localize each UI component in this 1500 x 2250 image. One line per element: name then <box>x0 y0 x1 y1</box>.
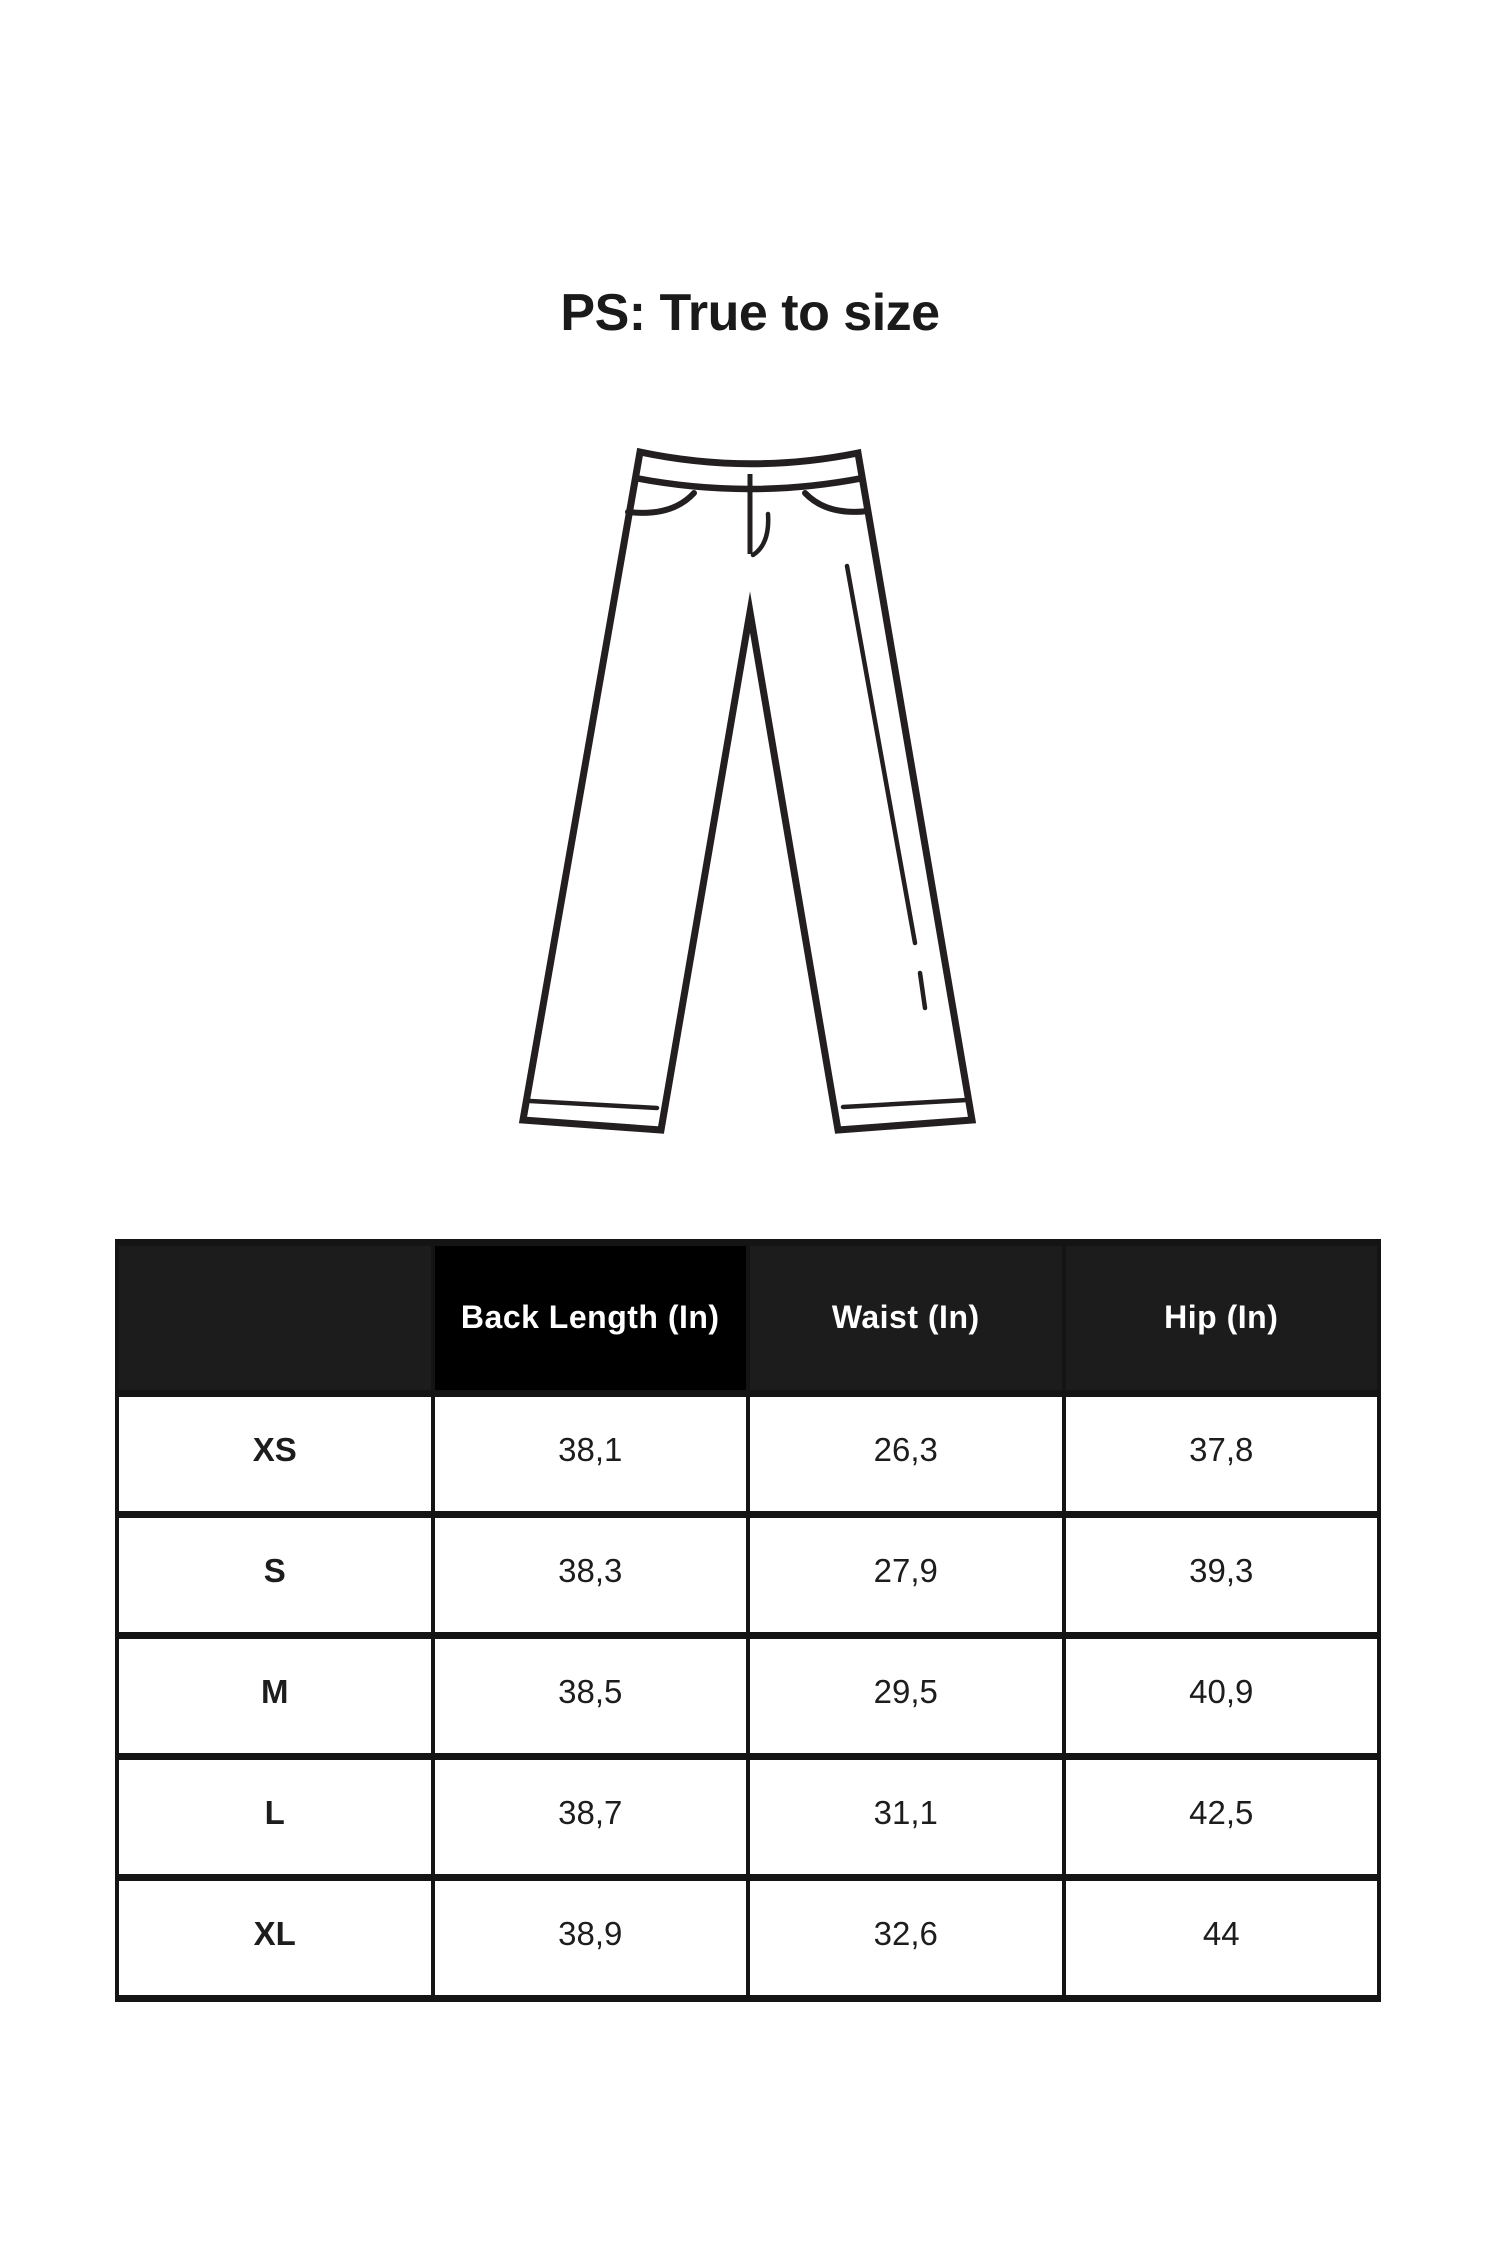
table-row <box>117 1757 1379 1878</box>
size-label: XL <box>117 1878 433 1999</box>
pants-left-cuff-line <box>530 1101 657 1108</box>
header-cell-empty <box>117 1243 433 1394</box>
back-length-value: 38,5 <box>433 1636 749 1757</box>
trousers-outline-icon <box>505 438 990 1138</box>
waist-value: 29,5 <box>748 1636 1064 1757</box>
header-cell-waist: Waist (In) <box>748 1243 1064 1394</box>
back-length-value: 38,1 <box>433 1394 749 1515</box>
size-label: M <box>117 1636 433 1757</box>
table-row <box>117 1515 1379 1636</box>
size-label: S <box>117 1515 433 1636</box>
table-header-row <box>117 1243 1379 1394</box>
waist-value: 31,1 <box>748 1757 1064 1878</box>
table-row <box>117 1878 1379 1999</box>
table-row <box>117 1394 1379 1515</box>
header-cell-back-length: Back Length (In) <box>433 1243 749 1394</box>
pants-right-cuff-line <box>843 1100 967 1107</box>
pants-left-pocket-curve <box>628 493 694 513</box>
hip-value: 42,5 <box>1064 1757 1380 1878</box>
pants-fly-stitch-curve <box>753 514 768 555</box>
pants-side-seam-line <box>847 566 915 943</box>
back-length-value: 38,3 <box>433 1515 749 1636</box>
waist-value: 26,3 <box>748 1394 1064 1515</box>
pants-side-seam-dash <box>920 973 925 1008</box>
waist-value: 32,6 <box>748 1878 1064 1999</box>
pants-right-pocket-curve <box>805 493 868 512</box>
waist-value: 27,9 <box>748 1515 1064 1636</box>
table-row <box>117 1636 1379 1757</box>
hip-value: 44 <box>1064 1878 1380 1999</box>
back-length-value: 38,9 <box>433 1878 749 1999</box>
hip-value: 40,9 <box>1064 1636 1380 1757</box>
hip-value: 39,3 <box>1064 1515 1380 1636</box>
back-length-value: 38,7 <box>433 1757 749 1878</box>
size-label: L <box>117 1757 433 1878</box>
page-title: PS: True to size <box>560 284 940 342</box>
header-cell-hip: Hip (In) <box>1064 1243 1380 1394</box>
hip-value: 37,8 <box>1064 1394 1380 1515</box>
size-label: XS <box>117 1394 433 1515</box>
size-chart-table <box>115 1239 1381 2002</box>
pants-illustration <box>505 438 990 1138</box>
